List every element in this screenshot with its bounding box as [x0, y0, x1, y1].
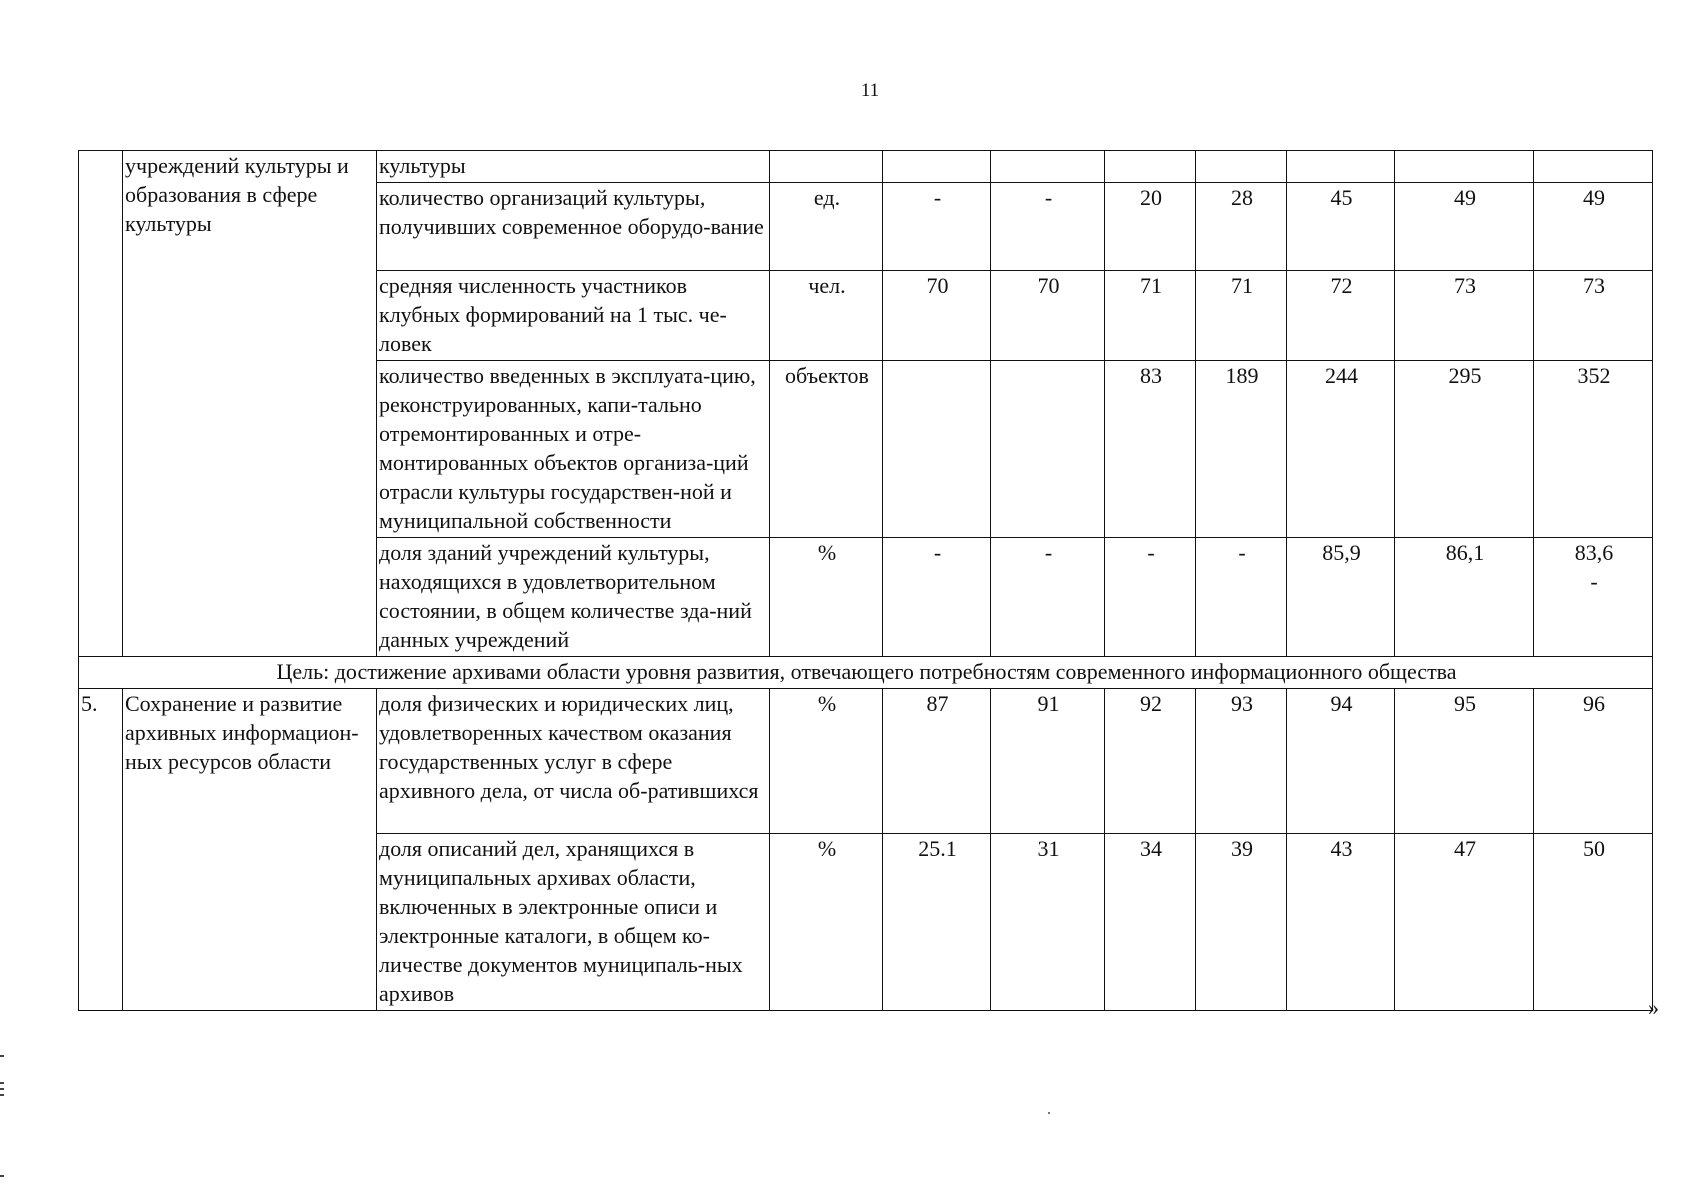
indicator-cell: доля зданий учреждений культуры, находящихся в удовлетворительном состоянии, в общем количестве зда-ний данных учреждений [377, 538, 770, 657]
task-cell: учреждений культуры и образования в сфере культуры [123, 151, 377, 657]
scan-artifact [0, 1094, 4, 1096]
closing-quote: » [1648, 995, 1659, 1020]
unit-cell: объектов [770, 361, 883, 538]
value-cell: 71 [1105, 271, 1196, 361]
value-cell: 25.1 [883, 834, 991, 1011]
value-cell: - [883, 183, 991, 271]
scan-artifact [0, 1088, 4, 1090]
value-cell: 83 [1105, 361, 1196, 538]
value-cell [1534, 151, 1653, 183]
value-cell: - [883, 538, 991, 657]
value-cell [991, 151, 1105, 183]
value-cell: 94 [1287, 689, 1395, 834]
value-cell: 70 [883, 271, 991, 361]
value-cell: 87 [883, 689, 991, 834]
value-cell: 20 [1105, 183, 1196, 271]
indicators-table [78, 150, 1653, 1011]
value-cell: 85,9 [1287, 538, 1395, 657]
value-cell [1395, 151, 1534, 183]
value-cell: 28 [1196, 183, 1287, 271]
indicator-cell: доля описаний дел, хранящихся в муниципальных архивах области, включенных в электронные описи и электронные каталоги, в общем ко-личестве документов муниципаль-ных архивов [377, 834, 770, 1011]
scan-artifact [0, 1082, 4, 1084]
index-cell [79, 151, 123, 657]
unit-cell: % [770, 689, 883, 834]
value-cell: 352 [1534, 361, 1653, 538]
indicator-cell: доля физических и юридических лиц, удовлетворенных качеством оказания государственных услуг в сфере архивного дела, от числа об-ратившихся [377, 689, 770, 834]
value-cell [1287, 151, 1395, 183]
table-row [79, 689, 1653, 834]
value-cell [1196, 151, 1287, 183]
value-extra-dash: - [1590, 569, 1598, 594]
value-cell: 72 [1287, 271, 1395, 361]
scan-artifact [0, 1055, 4, 1057]
indicator-cell: количество введенных в эксплуата-цию, реконструированных, капи-тально отремонтированных и отре-монтированных объектов организа-ций отрасли культуры государствен-ной и муниципальной собственности [377, 361, 770, 538]
value-cell: 93 [1196, 689, 1287, 834]
indicator-cell: культуры [377, 151, 770, 183]
value-cell: 91 [991, 689, 1105, 834]
value-cell: 92 [1105, 689, 1196, 834]
value-cell: 96 [1534, 689, 1653, 834]
value-cell: 71 [1196, 271, 1287, 361]
index-cell: 5. [79, 689, 123, 1011]
unit-cell: чел. [770, 271, 883, 361]
value-cell: 70 [991, 271, 1105, 361]
value-cell: 43 [1287, 834, 1395, 1011]
value-cell: - [991, 538, 1105, 657]
value-cell: 95 [1395, 689, 1534, 834]
indicator-cell: количество организаций культуры, получивших современное оборудо-вание [377, 183, 770, 271]
value-cell: 73 [1395, 271, 1534, 361]
table-row [79, 151, 1653, 183]
value-cell [1534, 538, 1653, 657]
unit-cell [770, 151, 883, 183]
value-cell: - [1105, 538, 1196, 657]
value-cell [1105, 151, 1196, 183]
value-cell: 50 [1534, 834, 1653, 1011]
value-cell: 189 [1196, 361, 1287, 538]
value-cell: 34 [1105, 834, 1196, 1011]
value-cell: - [991, 183, 1105, 271]
value-cell [883, 361, 991, 538]
page-number: 11 [860, 80, 880, 101]
value-cell: 49 [1395, 183, 1534, 271]
value-cell: 49 [1534, 183, 1653, 271]
value-cell: 295 [1395, 361, 1534, 538]
goal-row [79, 657, 1653, 689]
value-cell: 39 [1196, 834, 1287, 1011]
value-cell: 86,1 [1395, 538, 1534, 657]
scan-artifact [0, 1175, 4, 1177]
value-cell [991, 361, 1105, 538]
scan-artifact [1048, 1112, 1050, 1114]
unit-cell: % [770, 538, 883, 657]
value-text: 83,6 [1574, 540, 1614, 565]
value-cell [883, 151, 991, 183]
goal-text: Цель: достижение архивами области уровня развития, отвечающего потребностям современного информационного общества [79, 657, 1653, 689]
value-cell: 45 [1287, 183, 1395, 271]
indicator-cell: средняя численность участников клубных формирований на 1 тыс. че-ловек [377, 271, 770, 361]
value-cell: - [1196, 538, 1287, 657]
unit-cell: ед. [770, 183, 883, 271]
value-cell: 244 [1287, 361, 1395, 538]
unit-cell: % [770, 834, 883, 1011]
value-cell: 73 [1534, 271, 1653, 361]
value-cell: 47 [1395, 834, 1534, 1011]
task-cell: Сохранение и развитие архивных информацион-ных ресурсов области [123, 689, 377, 1011]
value-cell: 31 [991, 834, 1105, 1011]
